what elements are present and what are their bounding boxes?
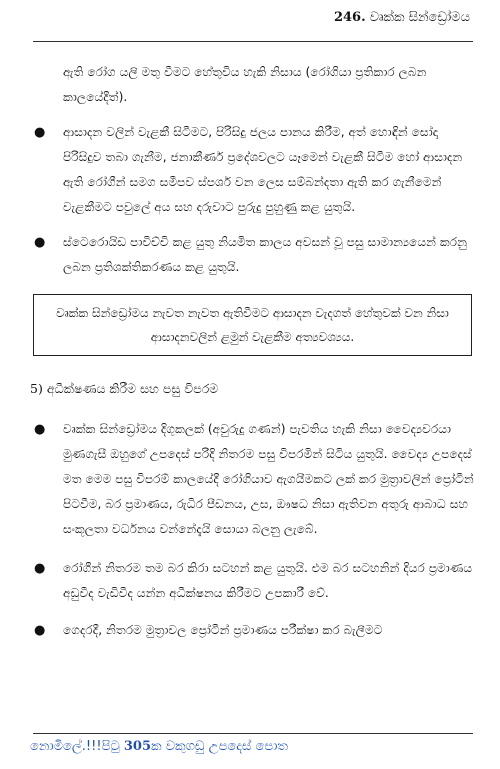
page-body (30, 60, 475, 653)
list-item-text: රෝගීන් නිතරම තම බර කිරා සටහන් කළ යුතුයි. එම බර සටහනින් දියර ප්‍රමාණය අඩුවීද වැඩිවීද යන්න අධීක්ෂනය කිරීමට උපකාරී වේ. (63, 561, 473, 600)
page-footer (30, 739, 288, 754)
footer-pages: 305 (123, 739, 151, 754)
bullet-icon: ● (34, 623, 46, 638)
list-item (30, 230, 475, 280)
list-item-text: වෘක්ක සින්ඩ්‍රෝමය දිගුකලක් (අවුරුදු ගණන්) පැවතිය හැකි නිසා වෛද්‍යවරයා මුණගැසී ඔහුගේ උපදෙස් පරිදි නිතරම පසු විපරමින් සිටිය යුතුයි. වෛද්‍ය උපදෙස් මත මෙම පසු විපරම් කාලයේදී රෝගියාව ඇගයීමකට ලක් කර මුත්‍රාවලින් ප්‍රෝටීන් පිටවීම, බර ප්‍රමාණය, රුධිර පීඩනය, උස, ඖෂධ නිසා ඇතිවන අතුරු ආබාධ සහ සංකූලතා වර්ධනය වන්නේදැයි සොයා බලනු ලැබේ. (63, 422, 474, 536)
header-divider (33, 41, 473, 42)
chapter-title: වෘක්ක සින්ඩ්‍රෝමය (369, 10, 470, 25)
notice-text: වෘක්ක සින්ඩ්‍රෝමය නැවත නැවත ඇතිවීමට ආසාදන වැදගත් හේතුවක් වන නිසා ආසාදනවලින් ළමුන් වැළකීම අත්‍යවශ්‍යය. (56, 306, 449, 344)
footer-divider (33, 733, 473, 734)
notice-box (33, 294, 472, 356)
footer-suffix: ක වකුගඩු උපදෙස් පොත (151, 739, 288, 754)
page-number: 246. (333, 10, 366, 25)
list-item-text: ගෙදරදී, නිතරම මුත්‍රාවල ප්‍රෝටීන් ප්‍රමාණය පරීක්ෂා කර බැලීමට (63, 623, 383, 637)
page-header (334, 10, 470, 25)
list-item-text: ස්ටෙරොයිඩ පාවිච්චි කළ යුතු නියමිත කාලය අවසන් වූ පසු සාමාන්‍යයෙන් කරනු ලබන ප්‍රතිශක්තිකරණය කළ යුතුයි. (63, 235, 468, 274)
footer-prefix: නොමිලේ.!!!පිටු (30, 739, 124, 754)
section-title: අධීක්ෂණය කිරීම සහ පසු විපරම (46, 381, 219, 396)
intro-continuation: ඇති රෝග යලි මතු වීමට හේතුවිය හැකි නිසාය (රෝගියා ප්‍රතිකාර ලබන කාලයේදීත්). (63, 65, 427, 104)
list-item (30, 556, 475, 606)
bullet-icon: ● (34, 235, 46, 250)
list-item (30, 120, 475, 220)
bullet-icon: ● (34, 125, 46, 140)
section-number: 5) (30, 381, 43, 396)
section-heading (30, 376, 475, 401)
list-item-text: ආසාදන වලින් වැළකී සිටීමට, පිරිසිදු ජලය පානය කිරීම, අත් හොඳින් සෝදා පිරිසිදුව තබා ගැනීම, ජනාකීර්ණ ප්‍රදේශවලට යෑමෙන් වැළකී සිටීම හෝ ආසාදන ඇති රෝගීන් සමග සමීපව ස්පර්ශ වන ලෙස සම්බන්දතා ඇති කර ගැනීමෙන් වැළකීමට පවුලේ අය සහ දරුවාට පුරුදු පුහුණු කළ යුතුයි. (63, 125, 463, 214)
list-item (30, 417, 475, 542)
list-item (30, 618, 475, 643)
bullet-icon: ● (34, 422, 46, 437)
bullet-icon: ● (34, 561, 46, 576)
